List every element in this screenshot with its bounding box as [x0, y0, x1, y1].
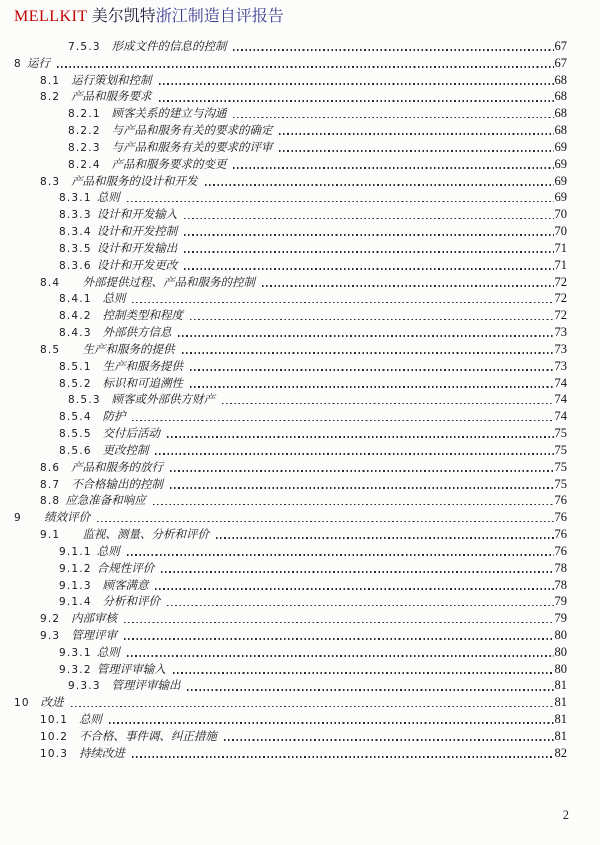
- toc-entry-number: 8.4: [40, 276, 61, 289]
- toc-entry-page: 76: [554, 527, 567, 542]
- dot-leader: [187, 689, 553, 691]
- toc-entry[interactable]: [0, 644, 567, 661]
- toc-entry[interactable]: [0, 661, 567, 678]
- toc-entry-number: 8.2.2: [68, 125, 101, 138]
- dot-leader: [233, 117, 553, 119]
- toc-entry-page: 69: [554, 173, 567, 188]
- dot-leader: [178, 335, 553, 337]
- toc-entry-title: 外部供方信息: [96, 327, 172, 340]
- toc-entry-page: 75: [554, 476, 567, 491]
- brand-logo-text: MELLKIT: [14, 8, 88, 25]
- toc-entry[interactable]: [0, 156, 567, 173]
- dot-leader: [279, 150, 553, 152]
- toc-entry-title: 管理评审输入: [96, 663, 166, 676]
- toc-entry[interactable]: [0, 610, 567, 627]
- toc-entry-number: 8.5.2: [59, 377, 92, 390]
- toc-entry[interactable]: [0, 88, 567, 105]
- toc-entry[interactable]: [0, 55, 567, 72]
- toc-entry-title: 管理评审输出: [105, 680, 181, 693]
- toc-entry-number: 9.1.3: [59, 579, 92, 592]
- header-title-company: 美尔凯特: [91, 8, 156, 25]
- dot-leader: [190, 369, 554, 371]
- toc-entry-title: 监视、测量、分析和评价: [65, 529, 210, 542]
- toc-entry-title: 合规性评价: [96, 562, 155, 575]
- toc-entry-number: 9.2: [40, 613, 61, 626]
- dot-leader: [132, 756, 554, 758]
- toc-entry-page: 67: [554, 39, 567, 53]
- toc-entry-page: 68: [554, 89, 567, 104]
- dot-leader: [170, 487, 553, 489]
- toc-entry-number: 8.2: [40, 91, 61, 104]
- toc-entry-page: 74: [554, 392, 567, 407]
- toc-entry-page: 70: [554, 224, 567, 239]
- toc-entry[interactable]: [0, 72, 567, 89]
- dot-leader: [184, 251, 553, 253]
- toc-entry-title: 控制类型和程度: [96, 310, 183, 323]
- toc-entry-title: 形成文件的信息的控制: [105, 41, 227, 53]
- dot-leader: [124, 638, 553, 640]
- toc-entry-number: 7.5.3: [68, 41, 101, 53]
- dot-leader: [184, 218, 553, 220]
- toc-entry-title: 运行: [26, 57, 50, 70]
- toc-entry[interactable]: [0, 593, 567, 610]
- toc-entry[interactable]: [0, 425, 567, 442]
- toc-entry-number: 9: [14, 512, 22, 525]
- dot-leader: [216, 537, 553, 539]
- dot-leader: [233, 49, 553, 51]
- toc-entry-title: 产品和服务要求的变更: [105, 158, 227, 171]
- toc-entry-number: 9.1.2: [59, 562, 92, 575]
- toc-entry-page: 68: [554, 72, 567, 87]
- toc-entry[interactable]: [0, 526, 567, 543]
- toc-entry-number: 8.2.4: [68, 158, 101, 171]
- dot-leader: [127, 201, 554, 203]
- toc-entry-title: 防护: [96, 411, 126, 424]
- toc-entry-number: 8.3: [40, 175, 61, 188]
- dot-leader: [190, 386, 554, 388]
- dot-leader: [153, 504, 554, 506]
- page-number: 2: [562, 808, 569, 822]
- toc-entry[interactable]: [0, 711, 567, 728]
- toc-entry-page: 74: [554, 375, 567, 390]
- toc-entry-title: 产品和服务的设计和开发: [65, 175, 198, 188]
- toc-entry-page: 78: [554, 560, 567, 575]
- toc-entry-number: 9.3.2: [59, 663, 92, 676]
- toc-entry[interactable]: [0, 745, 567, 762]
- toc-entry-page: 73: [554, 358, 567, 373]
- toc-entry-number: 8.5.5: [59, 428, 92, 441]
- toc-entry-title: 与产品和服务有关的要求的确定: [105, 125, 273, 138]
- toc-entry[interactable]: [0, 560, 567, 577]
- toc-entry-title: 顾客关系的建立与沟通: [105, 108, 227, 121]
- toc-entry-number: 9.3: [40, 629, 61, 642]
- toc-entry-page: 81: [554, 728, 567, 743]
- toc-entry[interactable]: [0, 257, 567, 274]
- toc-entry-page: 75: [554, 442, 567, 457]
- toc-entry-number: 9.3.1: [59, 646, 92, 659]
- dot-leader: [127, 655, 554, 657]
- toc-entry-page: 79: [554, 611, 567, 626]
- toc-entry-title: 应急准备和响应: [65, 495, 146, 508]
- toc-entry-title: 总则: [73, 714, 102, 727]
- toc-entry-page: 80: [554, 627, 567, 642]
- dot-leader: [184, 234, 553, 236]
- toc-entry-page: 68: [554, 123, 567, 138]
- toc-entry[interactable]: [0, 391, 567, 408]
- toc-entry-page: 75: [554, 426, 567, 441]
- toc-entry-title: 外部提供过程、产品和服务的控制: [65, 276, 256, 289]
- toc-entry-page: 76: [554, 510, 567, 525]
- toc-entry[interactable]: [0, 442, 567, 459]
- toc-entry-title: 内部审核: [65, 613, 118, 626]
- toc-entry-title: 产品和服务要求: [65, 91, 152, 104]
- toc-entry-number: 10.1: [40, 714, 69, 727]
- toc-entry-title: 总则: [96, 192, 120, 205]
- toc-entry-page: 76: [554, 493, 567, 508]
- toc-entry-page: 81: [554, 712, 567, 727]
- toc-entry[interactable]: [0, 459, 567, 476]
- toc-entry-page: 74: [554, 409, 567, 424]
- toc-entry-number: 8.1: [40, 74, 61, 87]
- dot-leader: [170, 470, 553, 472]
- toc-entry-title: 管理评审: [65, 629, 118, 642]
- toc-entry-title: 总则: [96, 293, 126, 306]
- toc-entry[interactable]: [0, 677, 567, 694]
- toc-entry-title: 改进: [34, 697, 64, 710]
- toc-entry-number: 10: [14, 697, 30, 710]
- toc-entry-page: 72: [554, 274, 567, 289]
- toc-entry-title: 总则: [96, 646, 120, 659]
- header-title-report: 浙江制造自评报告: [155, 8, 284, 25]
- toc-entry-title: 不合格、事件调、纠正措施: [73, 730, 217, 743]
- toc-entry-page: 71: [554, 240, 567, 255]
- toc-entry-title: 运行策划和控制: [65, 74, 152, 87]
- toc-entry[interactable]: [0, 240, 567, 257]
- toc-entry-title: 顾客或外部供方财产: [105, 394, 215, 407]
- toc-entry-number: 8.4.3: [59, 327, 92, 340]
- toc-entry[interactable]: [0, 358, 567, 375]
- toc-entry-number: 8.2.3: [68, 141, 101, 154]
- toc-entry[interactable]: [0, 122, 567, 139]
- toc-entry-number: 8.5.3: [68, 394, 101, 407]
- dot-leader: [155, 588, 553, 590]
- toc-entry-number: 8.3.3: [59, 209, 92, 222]
- toc-entry-title: 分析和评价: [96, 596, 160, 609]
- toc-entry[interactable]: [0, 290, 567, 307]
- toc-entry[interactable]: [0, 341, 567, 358]
- toc-entry-title: 标识和可追溯性: [96, 377, 183, 390]
- toc-entry-title: 设计和开发输出: [96, 242, 178, 255]
- dot-leader: [132, 302, 553, 304]
- toc-entry-page: 78: [554, 577, 567, 592]
- toc-entry-title: 顾客满意: [96, 579, 149, 592]
- toc-entry[interactable]: [0, 577, 567, 594]
- dot-leader: [262, 285, 553, 287]
- dot-leader: [184, 268, 553, 270]
- toc-entry[interactable]: [0, 627, 567, 644]
- toc-entry[interactable]: [0, 189, 567, 206]
- toc-entry[interactable]: [0, 476, 567, 493]
- toc-entry[interactable]: [0, 728, 567, 745]
- toc-entry-page: 72: [554, 291, 567, 306]
- dot-leader: [124, 622, 553, 624]
- toc-entry[interactable]: [0, 139, 567, 156]
- dot-leader: [173, 672, 554, 674]
- dot-leader: [233, 167, 553, 169]
- toc-entry-number: 9.1.1: [59, 545, 92, 558]
- toc-entry-page: 71: [554, 257, 567, 272]
- toc-entry-page: 73: [554, 325, 567, 340]
- dot-leader: [205, 184, 554, 186]
- toc-entry[interactable]: [0, 274, 567, 291]
- table-of-contents: [0, 38, 600, 762]
- toc-entry-title: 更改控制: [96, 444, 149, 457]
- dot-leader: [155, 453, 553, 455]
- dot-leader: [222, 403, 554, 405]
- toc-entry-page: 76: [554, 543, 567, 558]
- toc-entry[interactable]: [0, 408, 567, 425]
- toc-entry-number: 8: [14, 57, 22, 70]
- toc-entry-page: 75: [554, 459, 567, 474]
- dot-leader: [161, 571, 553, 573]
- toc-entry[interactable]: [0, 694, 567, 711]
- toc-entry-number: 8.3.6: [59, 259, 92, 272]
- dot-leader: [109, 722, 554, 724]
- toc-entry-number: 8.2.1: [68, 108, 101, 121]
- dot-leader: [279, 133, 553, 135]
- toc-entry-page: 80: [554, 661, 567, 676]
- toc-entry-number: 8.5.4: [59, 411, 92, 424]
- toc-entry-number: 8.3.5: [59, 242, 92, 255]
- toc-entry[interactable]: [0, 492, 567, 509]
- dot-leader: [159, 100, 554, 102]
- toc-entry-page: 67: [554, 55, 567, 70]
- toc-entry[interactable]: [0, 543, 567, 560]
- dot-leader: [159, 83, 554, 85]
- toc-entry-title: 产品和服务的放行: [65, 461, 164, 474]
- toc-entry[interactable]: [0, 324, 567, 341]
- toc-entry-number: 9.1.4: [59, 596, 92, 609]
- toc-entry-number: 8.6: [40, 461, 61, 474]
- toc-entry[interactable]: [0, 509, 567, 526]
- dot-leader: [167, 605, 554, 607]
- toc-entry[interactable]: [0, 173, 567, 190]
- toc-entry[interactable]: [0, 105, 567, 122]
- dot-leader: [182, 352, 554, 354]
- toc-entry-page: 68: [554, 106, 567, 121]
- dot-leader: [97, 521, 553, 523]
- toc-entry-page: 82: [554, 745, 567, 760]
- toc-entry-number: 10.2: [40, 730, 69, 743]
- toc-entry-number: 8.3.1: [59, 192, 92, 205]
- toc-entry-number: 8.4.1: [59, 293, 92, 306]
- dot-leader: [71, 706, 554, 708]
- report-header: [0, 0, 600, 27]
- dot-leader: [224, 739, 554, 741]
- toc-entry-number: 8.4.2: [59, 310, 92, 323]
- toc-entry-page: 79: [554, 594, 567, 609]
- toc-entry-title: 生产和服务提供: [96, 360, 183, 373]
- toc-entry-page: 69: [554, 156, 567, 171]
- toc-entry-title: 交付后活动: [96, 428, 160, 441]
- toc-entry[interactable]: [0, 206, 567, 223]
- toc-entry-page: 70: [554, 207, 567, 222]
- toc-entry-title: 设计和开发更改: [96, 259, 178, 272]
- toc-entry-title: 持续改进: [73, 747, 125, 760]
- toc-entry-title: 总则: [96, 545, 120, 558]
- toc-entry[interactable]: [0, 223, 567, 240]
- toc-entry[interactable]: [0, 307, 567, 324]
- toc-entry-page: 81: [554, 695, 567, 710]
- toc-entry-title: 不合格输出的控制: [65, 478, 164, 491]
- toc-entry[interactable]: [0, 38, 567, 55]
- toc-entry-number: 8.3.4: [59, 226, 92, 239]
- toc-entry-page: 69: [554, 139, 567, 154]
- toc-entry-page: 69: [554, 190, 567, 205]
- toc-entry-number: 8.5: [40, 343, 61, 356]
- toc-entry-title: 设计和开发输入: [96, 209, 178, 222]
- toc-entry-number: 8.7: [40, 478, 61, 491]
- toc-entry-number: 8.8: [40, 495, 61, 508]
- toc-entry-number: 8.5.6: [59, 444, 92, 457]
- dot-leader: [57, 66, 554, 68]
- toc-entry-number: 8.5.1: [59, 360, 92, 373]
- toc-entry-number: 9.3.3: [68, 680, 101, 693]
- toc-entry-page: 80: [554, 644, 567, 659]
- dot-leader: [127, 554, 554, 556]
- toc-entry-page: 73: [554, 341, 567, 356]
- toc-entry-page: 72: [554, 308, 567, 323]
- toc-entry-title: 生产和服务的提供: [65, 343, 175, 356]
- toc-entry-number: 10.3: [40, 747, 69, 760]
- dot-leader: [167, 436, 554, 438]
- toc-entry-title: 绩效评价: [26, 512, 91, 525]
- toc-entry-page: 81: [554, 678, 567, 693]
- toc-entry-number: 9.1: [40, 529, 61, 542]
- toc-entry[interactable]: [0, 375, 567, 392]
- toc-entry-title: 与产品和服务有关的要求的评审: [105, 141, 273, 154]
- toc-entry-title: 设计和开发控制: [96, 226, 178, 239]
- dot-leader: [190, 319, 554, 321]
- dot-leader: [132, 420, 553, 422]
